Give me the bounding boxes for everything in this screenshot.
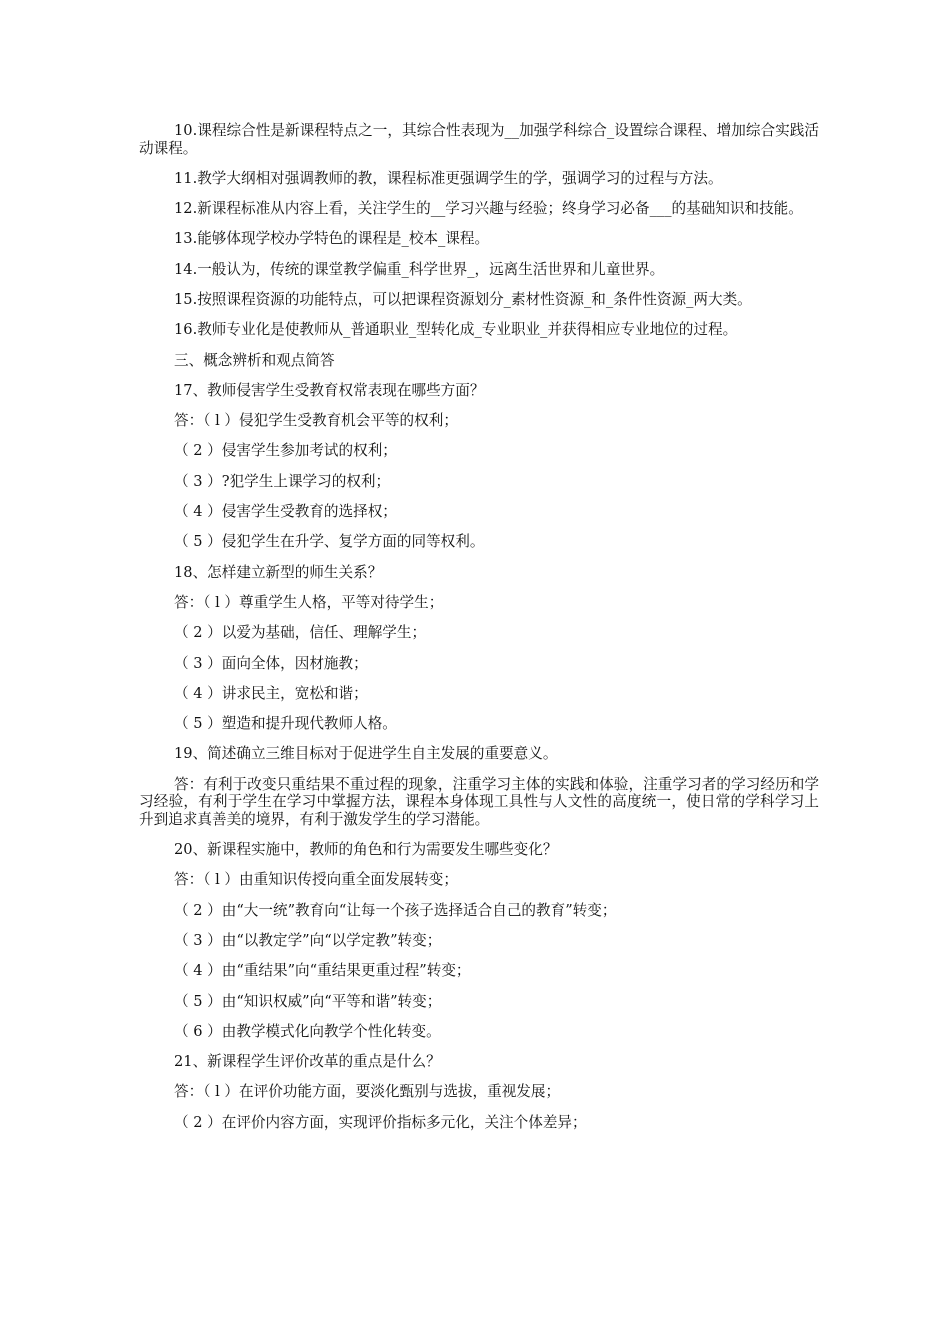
- question-19: 19、简述确立三维目标对于促进学生自主发展的重要意义。: [174, 745, 558, 763]
- answer-line: （ 5 ）侵犯学生在升学、复学方面的同等权利。: [174, 533, 485, 551]
- answer-line: 答：（ l ）由重知识传授向重全面发展转变；: [174, 871, 458, 889]
- answer-line: （ 2 ）侵害学生参加考试的权利；: [174, 442, 397, 460]
- answer-line: （ 4 ）由“重结果”向“重结果更重过程”转变；: [174, 962, 471, 980]
- answer-line: （ 2 ）以爱为基础，信任、理解学生；: [174, 624, 427, 642]
- question-17: 17、教师侵害学生受教育权常表现在哪些方面？: [174, 381, 485, 399]
- answer-line: 答：（ l ）侵犯学生受教育机会平等的权利；: [174, 412, 458, 430]
- answer-line: （ 5 ）塑造和提升现代教师人格。: [174, 715, 397, 733]
- answer-line: （ 4 ）侵害学生受教育的选择权；: [174, 503, 397, 521]
- paragraph-q11: 11.教学大纲相对强调教师的教，课程标准更强调学生的学，强调学习的过程与方法。: [174, 169, 723, 187]
- question-18: 18、怎样建立新型的师生关系？: [174, 563, 383, 581]
- answer-line: （ 3 ）由“以教定学”向“以学定教”转变；: [174, 931, 442, 949]
- paragraph-q10: 10.课程综合性是新课程特点之一，其综合性表现为__加强学科综合_设置综合课程、增加综合实践活动课程。: [139, 122, 819, 157]
- answer-line: （ 3 ）?犯学生上课学习的权利；: [174, 472, 391, 490]
- answer-line: （ 2 ）由“大一统”教育向“让每一个孩子选择适合自己的教育”转变；: [174, 901, 617, 919]
- answer-line: （ 5 ）由“知识权威”向“平等和谐”转变；: [174, 992, 442, 1010]
- document-body: [139, 122, 819, 1144]
- question-21: 21、新课程学生评价改革的重点是什么？: [174, 1053, 441, 1071]
- answer-line: （ 3 ）面向全体，因材施教；: [174, 654, 368, 672]
- paragraph-q13: 13.能够体现学校办学特色的课程是_校本_课程。: [174, 230, 490, 248]
- section-heading: 三、概念辨析和观点简答: [174, 351, 335, 369]
- paragraph-q16: 16.教师专业化是使教师从_普通职业_型转化成_专业职业_并获得相应专业地位的过程。: [174, 321, 738, 339]
- answer-line: （ 4 ）讲求民主，宽松和谐；: [174, 684, 368, 702]
- answer-line: （ 2 ）在评价内容方面，实现评价指标多元化，关注个体差异；: [174, 1113, 587, 1131]
- paragraph-q14: 14.一般认为，传统的课堂教学偏重_科学世界_，远离生活世界和儿童世界。: [174, 260, 665, 278]
- paragraph-q15: 15.按照课程资源的功能特点，可以把课程资源划分_素材性资源_和_条件性资源_两大类。: [174, 290, 752, 308]
- answer-paragraph: 答：有利于改变只重结果不重过程的现象，注重学习主体的实践和体验，注重学习者的学习经历和学习经验，有利于学生在学习中掌握方法，课程本身体现工具性与人文性的高度统一，使日常的学科学习上升到追求真善美的境界，有利于激发学生的学习潜能。: [139, 775, 819, 828]
- paragraph-q12: 12.新课程标准从内容上看，关注学生的__学习兴趣与经验；终身学习必备___的基础知识和技能。: [174, 200, 803, 218]
- answer-line: （ 6 ）由教学模式化向教学个性化转变。: [174, 1022, 441, 1040]
- answer-line: 答：（ l ）尊重学生人格，平等对待学生；: [174, 593, 444, 611]
- question-20: 20、新课程实施中，教师的角色和行为需要发生哪些变化？: [174, 841, 558, 859]
- answer-line: 答：（ l ）在评价功能方面，要淡化甄别与选拔，重视发展；: [174, 1083, 561, 1101]
